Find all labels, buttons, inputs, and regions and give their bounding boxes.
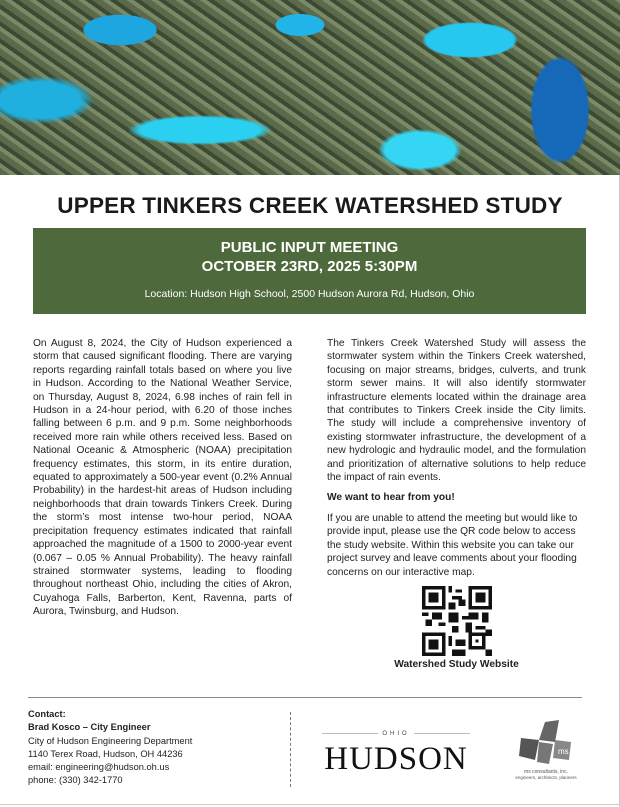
ms-logo-tagline: engineers, architects, planners xyxy=(515,775,577,780)
storm-paragraph: On August 8, 2024, the City of Hudson experienced a storm that caused significant flooding. There are varying reports regarding rainfall totals based on where you live in Hudson. According to the National Weather Service, on Thursday, August 8, 2024, 6.98 inches of rain fell in Hudson in a 24-hour period, with 6.20 of those inches falling between 6 p.m. and 9 p.m. Some neighborhoods received more rain while others received less. Based on National Oceanic & Atmospheric (NOAA) precipitation frequency estimates, this storm, in its entire duration, equated to approximately a 500-year event (0.2% Annual Probability) in the hardest-hit areas of Hudson including neighborhoods that drain towards Tinkers Creek. During the storm’s most intense two-hour period, NOAA precipitation frequency estimates indicated that rainfall approached the magnitude of a 1500 to 2000-year event (0.067 – 0.05 % Annual Probability). The heavy rainfall strained stormwater systems, leading to flooding throughout northeast Ohio, including the cities of Akron, Cuyahoga Falls, Barberton, Kent, Ravenna, parts of Aurora, Twinsburg, and Hudson. xyxy=(33,338,292,618)
hudson-logo-ohio: OHIO xyxy=(378,731,413,737)
hudson-logo-word: HUDSON xyxy=(324,741,468,777)
contact-email-link[interactable]: engineering@hudson.oh.us xyxy=(55,762,170,773)
input-paragraph: If you are unable to attend the meeting but would like to provide input, please use the QR code below to access the study website. Within this website you can take our project survey and leave comments about your flooding concerns on our interactive map. xyxy=(327,512,578,578)
right-column xyxy=(327,337,586,671)
meeting-title: PUBLIC INPUT MEETING xyxy=(220,239,399,256)
contact-block xyxy=(28,708,192,788)
study-paragraph: The Tinkers Creek Watershed Study will assess the stormwater system within the Tinkers Creek watershed, focusing on major streams, bridges, culverts, and trunk storm sewer mains. It will also identify stormwater infrastructure elements located within the drainage area that contributes to Tinkers Creek inside the City limits. The study will include a comprehensive inventory of existing stormwater infrastructure, the development of a new hydrologic and hydraulic model, and the formulation and prioritization of alternative solutions to help reduce the impact of rain events. xyxy=(327,338,586,484)
ms-logo-name: ms consultants, inc. xyxy=(524,769,568,775)
contact-heading: Contact: xyxy=(28,709,66,719)
qr-label: Watershed Study Website xyxy=(394,658,519,670)
meeting-location: Location: Hudson High School, 2500 Hudson Aurora Rd, Hudson, Ohio xyxy=(144,288,475,300)
footer-vertical-divider xyxy=(290,712,291,787)
footer-divider xyxy=(28,697,582,698)
contact-name: Brad Kosco – City Engineer xyxy=(28,722,151,733)
qr-code[interactable] xyxy=(422,586,492,656)
contact-address: 1140 Terex Road, Hudson, OH 44236 xyxy=(28,748,183,759)
contact-phone: phone: (330) 342-1770 xyxy=(28,775,123,786)
flood-map-header-image xyxy=(0,0,620,175)
page-bottom-border xyxy=(0,804,620,805)
contact-email-row xyxy=(28,761,192,774)
left-column xyxy=(33,337,292,626)
svg-text:ms: ms xyxy=(558,747,569,756)
meeting-banner xyxy=(33,228,586,314)
contact-department: City of Hudson Engineering Department xyxy=(28,735,193,746)
meeting-date: OCTOBER 23RD, 2025 5:30PM xyxy=(201,258,418,275)
ms-consultants-logo xyxy=(515,720,577,780)
ms-logo-mark-icon xyxy=(515,720,577,768)
hudson-logo xyxy=(322,727,470,776)
hear-from-you-heading: We want to hear from you! xyxy=(327,492,455,504)
email-label: email: xyxy=(28,762,56,773)
page-title: UPPER TINKERS CREEK WATERSHED STUDY xyxy=(57,193,563,218)
